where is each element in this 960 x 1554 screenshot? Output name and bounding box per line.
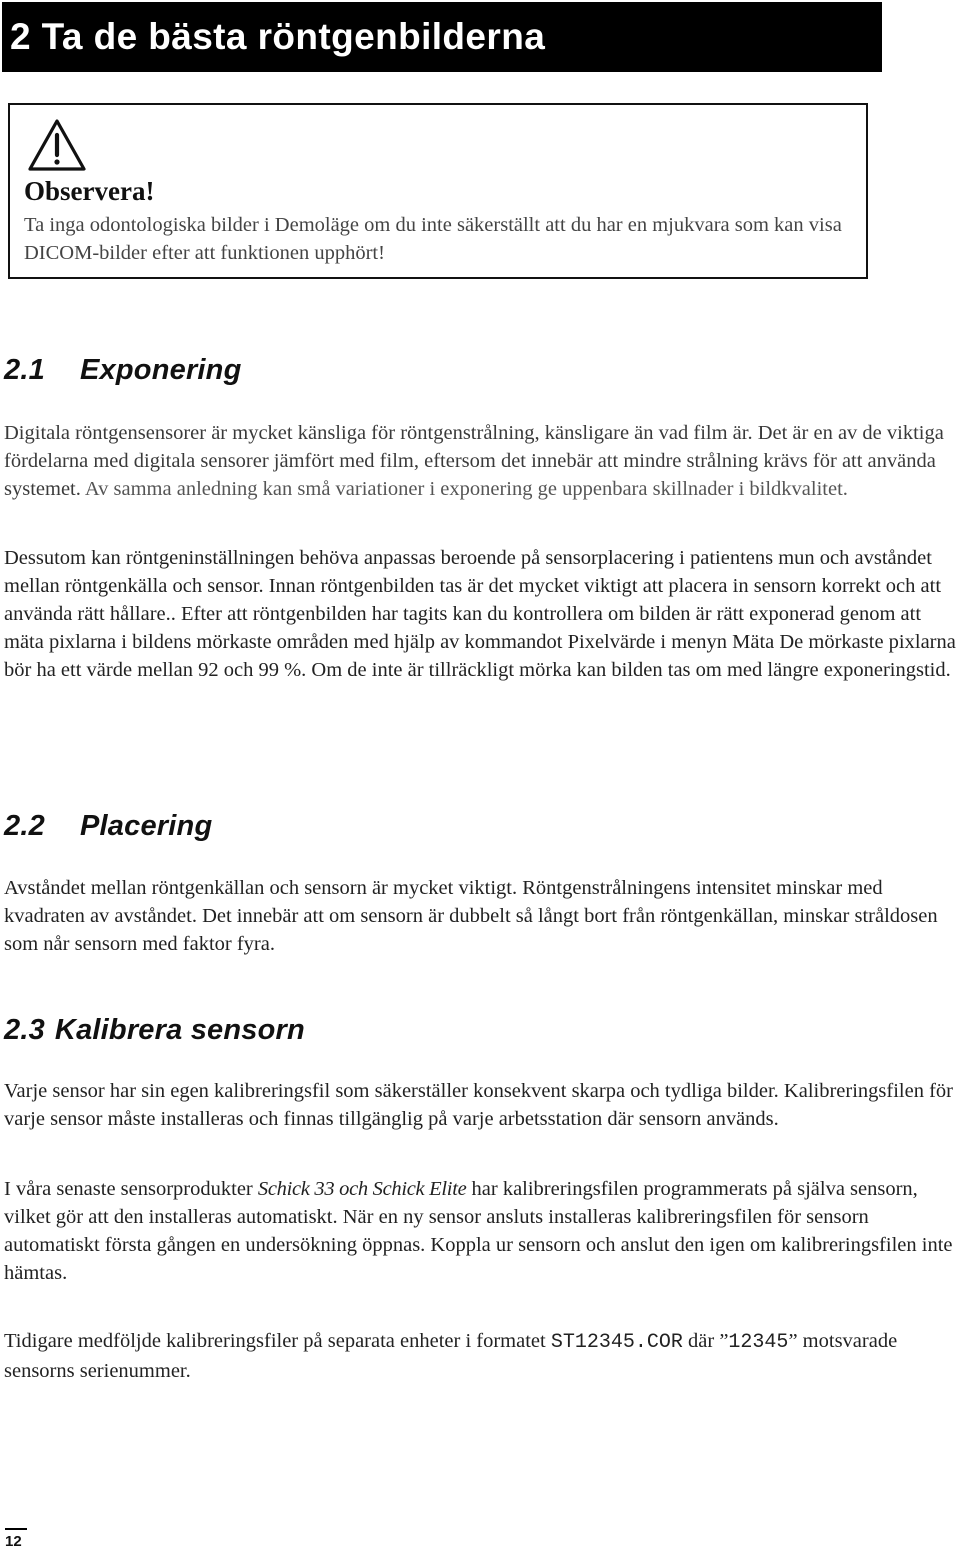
- section-heading-exponering: [4, 354, 242, 387]
- paragraph-kalibrera-3: [4, 1327, 956, 1385]
- paragraph-text: I våra senaste sensorprodukter: [4, 1178, 258, 1200]
- notice-box: [8, 103, 868, 279]
- warning-triangle-icon: [27, 118, 87, 172]
- paragraph-exponering-1: [4, 419, 956, 503]
- page-number-rule: [5, 1528, 27, 1530]
- paragraph-text: Av samma anledning kan små variationer i exponering ge uppenbara skillnader i bildkvalitet.: [80, 478, 848, 500]
- paragraph-placering-1: Avståndet mellan röntgenkällan och sensorn är mycket viktigt. Röntgenstrålningens intensitet minskar med kvadraten av avståndet. Det innebär att om sensorn är dubbelt så långt bort från röntgenkällan, minskar stråldosen som når sensorn med faktor fyra.: [4, 877, 938, 955]
- file-format-code: ST12345.COR: [550, 1331, 683, 1354]
- paragraph-text: Digitala röntgensensorer är mycket känsliga för röntgenstrålning, känsligare än vad film är. Det är en av de viktiga fördelarna med digitala sensorer jämfört med film, eftersom det innebär att mindre strålning krävs för att använda systemet.: [4, 422, 944, 500]
- section-title: Placering: [80, 810, 213, 842]
- paragraph-text: Tidigare medföljde kalibreringsfiler på separata enheter i formatet: [4, 1330, 551, 1352]
- paragraph-exponering-2: Dessutom kan röntgeninställningen behöva anpassas beroende på sensorplacering i patientens mun och avståndet mellan röntgenkälla och sensor. Innan röntgenbilden tas är det mycket viktigt att placera in sensorn korrekt och att använda rätt hållare.. Efter att röntgenbilden har tagits kan du kontrollera om bilden är rätt exponerad genom att mäta pixlarna i bildens mörkaste områden med hjälp av kommandot Pixelvärde i menyn Mäta De mörkaste pixlarna bör ha ett värde mellan 92 och 99 %. Om de inte är tillräckligt mörka kan bilden tas om med längre exponeringstid.: [4, 547, 956, 681]
- chapter-title: 2 Ta de bästa röntgenbilderna: [10, 16, 546, 57]
- product-name: Schick 33 och Schick Elite: [257, 1178, 467, 1200]
- serial-number-code: 12345: [728, 1331, 789, 1354]
- paragraph-text: där: [682, 1330, 720, 1352]
- notice-text: Ta inga odontologiska bilder i Demoläge om du inte säkerställt att du har en mjukvara som kan visa DICOM-bilder efter att funktionen upphört!: [24, 214, 842, 264]
- quote-close: ”: [788, 1330, 798, 1352]
- section-title: Exponering: [80, 354, 242, 386]
- section-number: 2.3: [4, 1014, 45, 1046]
- page-number: 12: [5, 1533, 22, 1550]
- notice-heading: Observera!: [24, 176, 155, 206]
- section-number: 2.2: [4, 810, 45, 842]
- paragraph-text: motsvarade sensorns serienummer.: [4, 1330, 898, 1382]
- paragraph-kalibrera-2: [4, 1175, 956, 1287]
- section-number: 2.1: [4, 354, 45, 386]
- section-title: Kalibrera sensorn: [54, 1014, 305, 1046]
- paragraph-text: har kalibreringsfilen programmerats på själva sensorn, vilket gör att den installeras automatiskt. När en ny sensor ansluts installeras kalibreringsfilen för sensorn automatiskt första gången en undersökning öppnas. Koppla ur sensorn och anslut den igen om kalibreringsfilen inte hämtas.: [4, 1178, 953, 1284]
- section-heading-kalibrera: [4, 1014, 305, 1047]
- chapter-title-bar: [2, 2, 882, 72]
- section-heading-placering: [4, 810, 212, 843]
- quote-open: ”: [719, 1330, 729, 1352]
- paragraph-kalibrera-1: Varje sensor har sin egen kalibreringsfil som säkerställer konsekvent skarpa och tydliga bilder. Kalibreringsfilen för varje sensor måste installeras och finnas tillgänglig på varje arbetsstation där sensorn används.: [4, 1080, 953, 1130]
